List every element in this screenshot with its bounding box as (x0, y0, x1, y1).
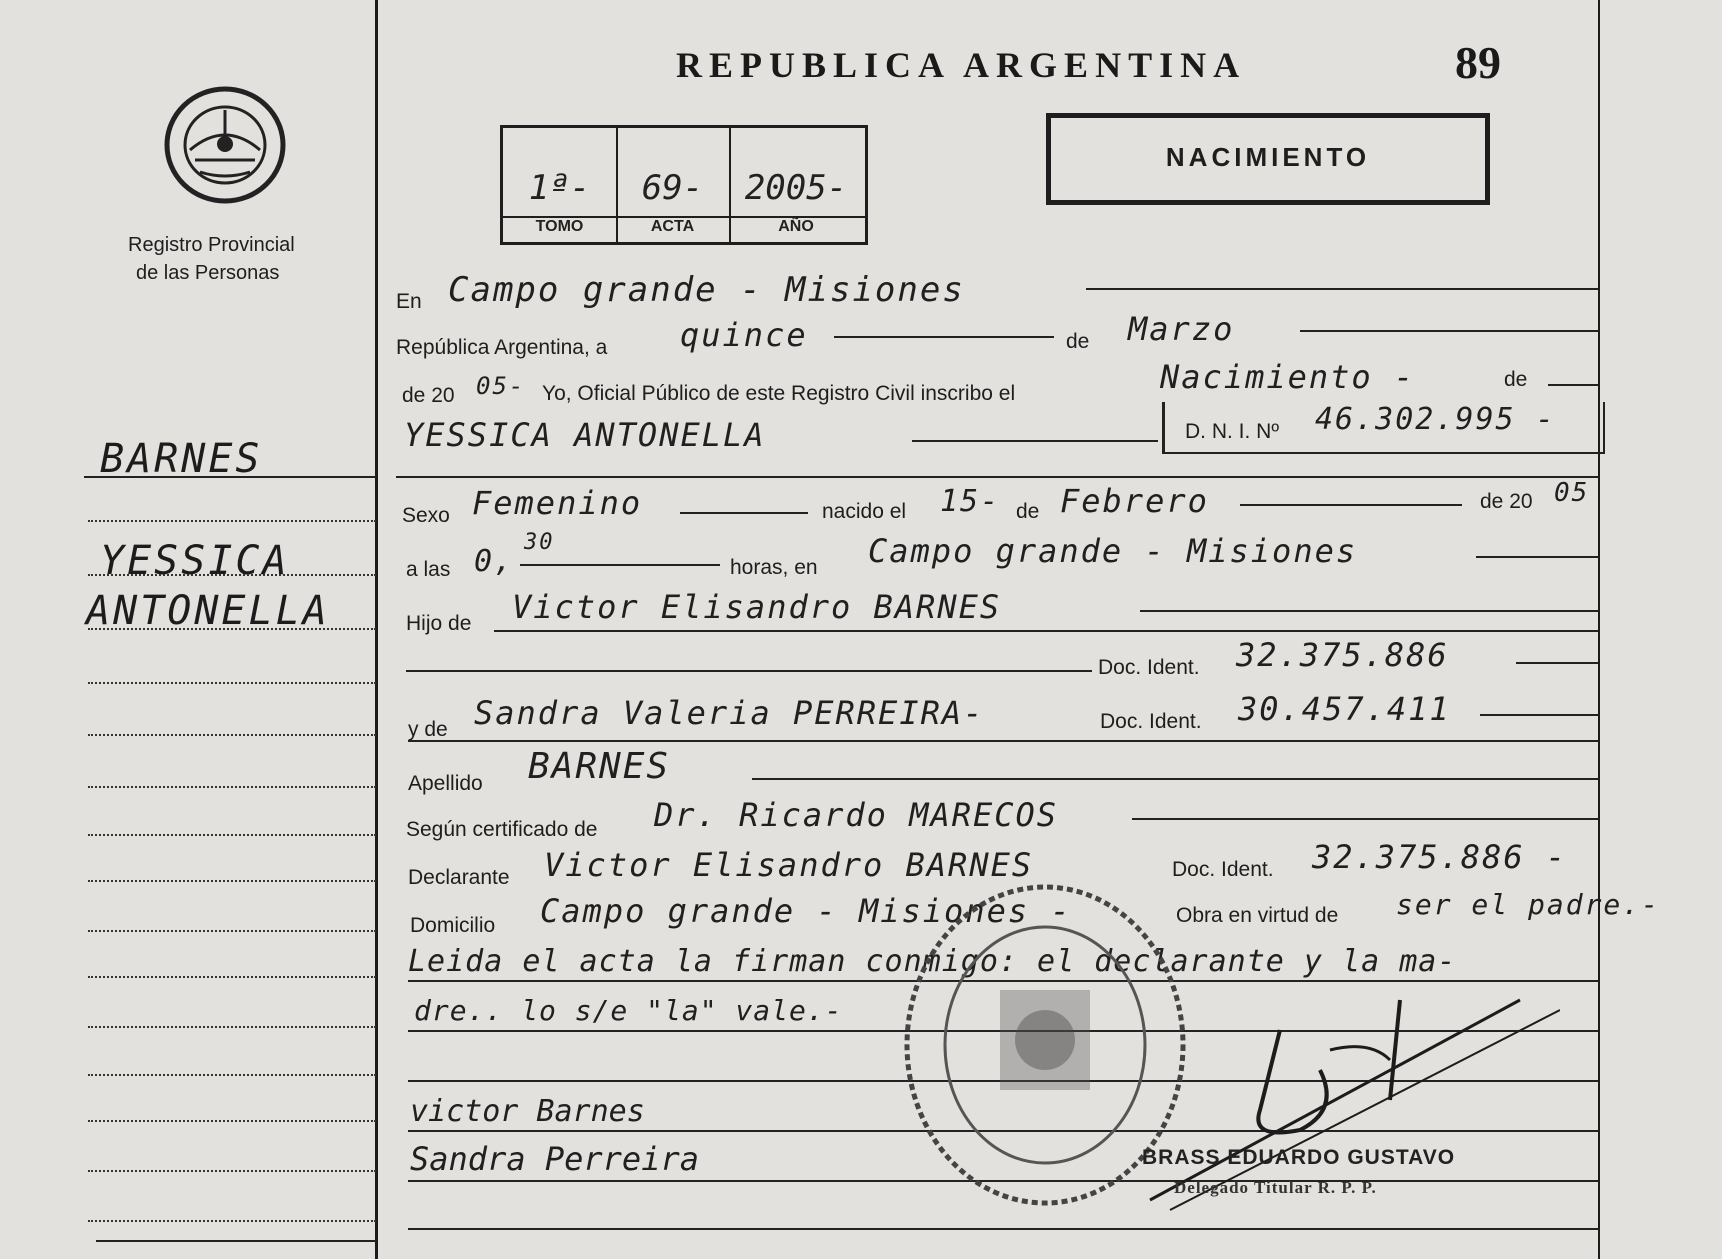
tomo-label: TOMO (535, 218, 584, 235)
declarant-signature: victor Barnes (410, 1094, 645, 1129)
margin-surname: BARNES (100, 436, 263, 482)
fill-line (1132, 818, 1598, 820)
margin-rule (88, 1220, 376, 1222)
label-horas-en: horas, en (730, 556, 818, 579)
label-nacido: nacido el (822, 500, 907, 523)
label-de-20-birth: de 20 (1480, 490, 1533, 513)
day-words-value: quince (680, 316, 808, 354)
margin-rule (88, 574, 376, 576)
margin-rule (88, 1170, 376, 1172)
label-domicilio: Domicilio (410, 914, 496, 937)
reference-box (500, 125, 868, 245)
margin-rule (88, 1120, 376, 1122)
margin-rule (88, 520, 376, 522)
fill-line (912, 440, 1158, 442)
reference-label-divider (503, 216, 865, 218)
label-declarante: Declarante (408, 866, 510, 889)
birth-month-value: Febrero (1060, 482, 1209, 520)
label-republica: República Argentina, a (396, 336, 608, 359)
label-segun-certificado: Según certificado de (406, 818, 598, 841)
dni-number-value: 46.302.995 - (1315, 402, 1556, 437)
fill-line (1240, 504, 1462, 506)
mother-doc-value: 30.457.411 (1238, 690, 1451, 728)
margin-rule (88, 682, 376, 684)
official-name: BRASS EDUARDO GUSTAVO (1142, 1146, 1456, 1169)
acta-value: 69- (641, 168, 704, 208)
act-type-value: Nacimiento - (1160, 358, 1416, 396)
fill-line (834, 336, 1054, 338)
note-line-1: Leida el acta la firman conmigo: el declarante y la ma- (408, 944, 1457, 979)
act-type-label: NACIMIENTO (1165, 142, 1371, 172)
fill-line (1300, 330, 1598, 332)
capacity-value: ser el padre.- (1396, 888, 1661, 921)
fill-line (1516, 662, 1598, 664)
label-sexo: Sexo (402, 504, 450, 527)
child-names-value: YESSICA ANTONELLA (404, 416, 766, 454)
folio-number: 89 (1455, 37, 1501, 88)
fill-line (752, 778, 1598, 780)
margin-given-name-1: YESSICA (100, 538, 290, 584)
margin-rule (96, 1240, 376, 1242)
fill-line (1140, 610, 1598, 612)
label-en: En (396, 290, 422, 313)
section-rule (396, 476, 1598, 478)
fill-line (406, 670, 1092, 672)
mother-name-value: Sandra Valeria PERREIRA- (474, 694, 985, 732)
seal-icon (160, 80, 290, 210)
ano-value: 2005- (744, 168, 848, 208)
father-name-value: Victor Elisandro BARNES (512, 588, 1002, 626)
margin-rule (84, 476, 376, 478)
declarant-value: Victor Elisandro BARNES (544, 846, 1034, 884)
country-title: REPUBLICA ARGENTINA (676, 45, 1247, 85)
label-de-month: de (1016, 500, 1040, 523)
label-de-end: de (1504, 368, 1528, 391)
note-line-2: dre.. lo s/e "la" vale.- (414, 994, 843, 1027)
margin-given-name-2: ANTONELLA (86, 588, 330, 634)
acta-cell (616, 128, 731, 242)
fill-line (408, 740, 1598, 742)
margin-rule (88, 930, 376, 932)
father-doc-value: 32.375.886 (1236, 636, 1449, 674)
label-father-doc: Doc. Ident. (1098, 656, 1200, 679)
sex-value: Femenino (472, 484, 643, 522)
tomo-cell (503, 128, 618, 242)
margin-rule (88, 834, 376, 836)
registrar-statement: Yo, Oficial Público de este Registro Civil inscribo el (542, 382, 1016, 405)
label-de-20: de 20 (402, 384, 455, 407)
doctor-value: Dr. Ricardo MARECOS (654, 796, 1059, 834)
fill-line (680, 512, 808, 514)
birth-day-value: 15- (940, 484, 1001, 519)
margin-rule (88, 628, 376, 630)
year-suffix-value: 05- (476, 372, 526, 400)
margin-rule (88, 1026, 376, 1028)
dni-box (1162, 402, 1605, 454)
registry-name-line2: de las Personas (136, 262, 280, 284)
fill-line (494, 630, 1598, 632)
label-de: de (1066, 330, 1090, 353)
margin-rule (88, 786, 376, 788)
fill-line (1480, 714, 1598, 716)
label-y-de: y de (408, 718, 448, 741)
surname-value: BARNES (528, 746, 671, 787)
ano-label: AÑO (778, 218, 814, 235)
label-dni: D. N. I. Nº (1185, 420, 1280, 443)
ano-cell (729, 128, 863, 242)
official-title: Delegado Titular R. P. P. (1174, 1178, 1377, 1197)
minutes-value: 30 (524, 530, 555, 555)
fill-line (1476, 556, 1598, 558)
month-value: Marzo (1128, 310, 1235, 348)
act-type-box (1046, 113, 1490, 205)
margin-rule (88, 880, 376, 882)
registry-name-line1: Registro Provincial (128, 234, 295, 256)
tomo-value: 1ª- (528, 168, 591, 208)
birth-place-value: Campo grande - Misiones (868, 532, 1358, 570)
mother-signature: Sandra Perreira (410, 1140, 699, 1178)
fill-line (520, 564, 720, 566)
margin-rule (88, 976, 376, 978)
label-mother-doc: Doc. Ident. (1100, 710, 1202, 733)
birth-year-value: 05 (1554, 478, 1590, 508)
place-value: Campo grande - Misiones (448, 270, 965, 310)
provincial-seal (160, 80, 290, 210)
hour-value: 0, (474, 544, 515, 579)
margin-rule (88, 1074, 376, 1076)
declarant-doc-value: 32.375.886 - (1312, 838, 1568, 876)
label-apellido: Apellido (408, 772, 483, 795)
fill-line (1548, 384, 1598, 386)
label-a-las: a las (406, 558, 451, 581)
label-obra: Obra en virtud de (1176, 904, 1339, 927)
label-hijo-de: Hijo de (406, 612, 472, 635)
acta-label: ACTA (650, 218, 695, 235)
fill-line (1086, 288, 1598, 290)
margin-rule (88, 734, 376, 736)
label-declarant-doc: Doc. Ident. (1172, 858, 1274, 881)
domicile-value: Campo grande - Misiones - (540, 892, 1072, 930)
right-border-line (1598, 0, 1600, 1259)
